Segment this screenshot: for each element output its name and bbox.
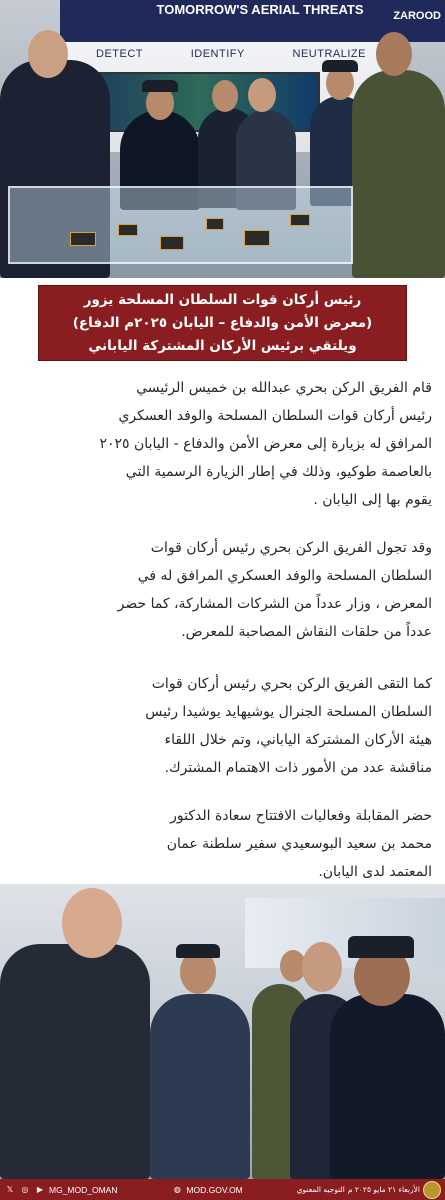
booth-word-neutralize: NEUTRALIZE [292,48,366,60]
paragraph-line: السلطان المسلحة الجنرال يوشيهايد يوشيدا رئيس [145,704,432,720]
paragraph-line: حضر المقابلة وفعاليات الافتتاح سعادة الدكتور [170,808,432,824]
booth-word-detect: DETECT [96,48,143,60]
person-guide-head [28,30,68,78]
model-vehicle-5 [244,230,270,246]
x-icon[interactable]: 𝕏 [6,1184,14,1194]
paragraph-line: المعرض ، وزار عدداً من الشركات المشاركة، كما حضر [117,596,432,612]
person-airforce-officer [150,994,250,1179]
booth-banner-title: TOMORROW'S AERIAL THREATS [156,2,364,17]
model-vehicle-3 [160,236,184,250]
person-navy-chief [330,994,445,1179]
person-speaker-head [62,888,122,958]
paragraph-line: يقوم بها إلى اليابان . [313,492,432,508]
department-label: التوجيه المعنوي [296,1185,345,1194]
globe-icon: ◍ [173,1184,181,1194]
headline-box [38,285,407,361]
youtube-icon[interactable]: ▶ [36,1184,44,1194]
social-handle[interactable]: MG_MOD_OMAN [49,1184,118,1195]
booth-words [96,48,366,60]
model-vehicle-2 [118,224,138,236]
model-vehicle-4 [206,218,224,230]
person-officer-army-head [376,32,412,76]
paragraph-4 [14,802,432,886]
paragraph-line: مناقشة عدد من الأمور ذات الاهتمام المشترك. [164,760,432,776]
publish-date: الأربعاء ٢١ مايو ٢٠٢٥ م [347,1185,420,1194]
paragraph-2 [14,534,432,646]
booth-word-identify: IDENTIFY [190,48,245,60]
social-links [4,1184,117,1196]
top-photo [0,0,445,278]
paragraph-line: عدداً من حلقات النقاش المصاحبة للمعرض. [181,624,432,640]
person-officer-army [352,70,445,278]
person-airforce-officer-cap [176,944,220,958]
paragraph-3 [14,670,432,782]
footer-bar [0,1179,445,1200]
instagram-icon[interactable]: ◎ [21,1184,29,1194]
person-officer-2-head [212,80,238,112]
paragraph-line: قام الفريق الركن بحري عبدالله بن خميس الرئيسي [136,380,432,396]
paragraph-line: محمد بن سعيد البوسعيدي سفير سلطنة عمان [166,836,432,852]
paragraph-1 [14,374,432,514]
paragraph-line: وقد تجول الفريق الركن بحري رئيس أركان قوات [150,540,432,556]
paragraph-line: المرافق له بزيارة إلى معرض الأمن والدفاع - اليابان ٢٠٢٥ [99,436,432,452]
paragraph-line: رئيس أركان قوات السلطان المسلحة والوفد العسكري [118,408,432,424]
model-vehicle-1 [70,232,96,246]
person-civilian-2-head [302,942,342,992]
person-officer-3-cap [322,60,358,72]
person-officer-navy-cap [142,80,178,92]
paragraph-line: بالعاصمة طوكيو، وذلك في إطار الزيارة الرسمية التي [125,464,432,480]
model-vehicle-6 [290,214,310,226]
headline-line-1: رئيس أركان قوات السلطان المسلحة يزور [83,292,362,308]
headline-line-3: ويلتقي برئيس الأركان المشتركة الياباني [88,338,357,354]
paragraph-line: كما التقى الفريق الركن بحري رئيس أركان قوات [151,676,432,692]
bottom-photo [0,884,445,1179]
person-civilian-head [248,78,276,112]
headline-line-2: (معرض الأمن والدفاع – اليابان ٢٠٢٥م الدفاع) [72,315,373,331]
booth-logo: ZAROOD [393,10,441,22]
paragraph-line: هيئة الأركان المشتركة الياباني، وتم خلال اللقاء [164,732,432,748]
ministry-emblem-icon [423,1181,441,1199]
person-navy-chief-cap [348,936,414,958]
website-link [171,1184,242,1196]
paragraph-line: المعتمد لدى اليابان. [318,864,432,880]
footer-credits [297,1181,441,1199]
paragraph-line: السلطان المسلحة والوفد العسكري المرافق له في [137,568,432,584]
website-url[interactable]: MOD.GOV.OM [186,1184,243,1195]
person-speaker [0,944,150,1179]
bottom-photo-backdrop [245,898,445,968]
